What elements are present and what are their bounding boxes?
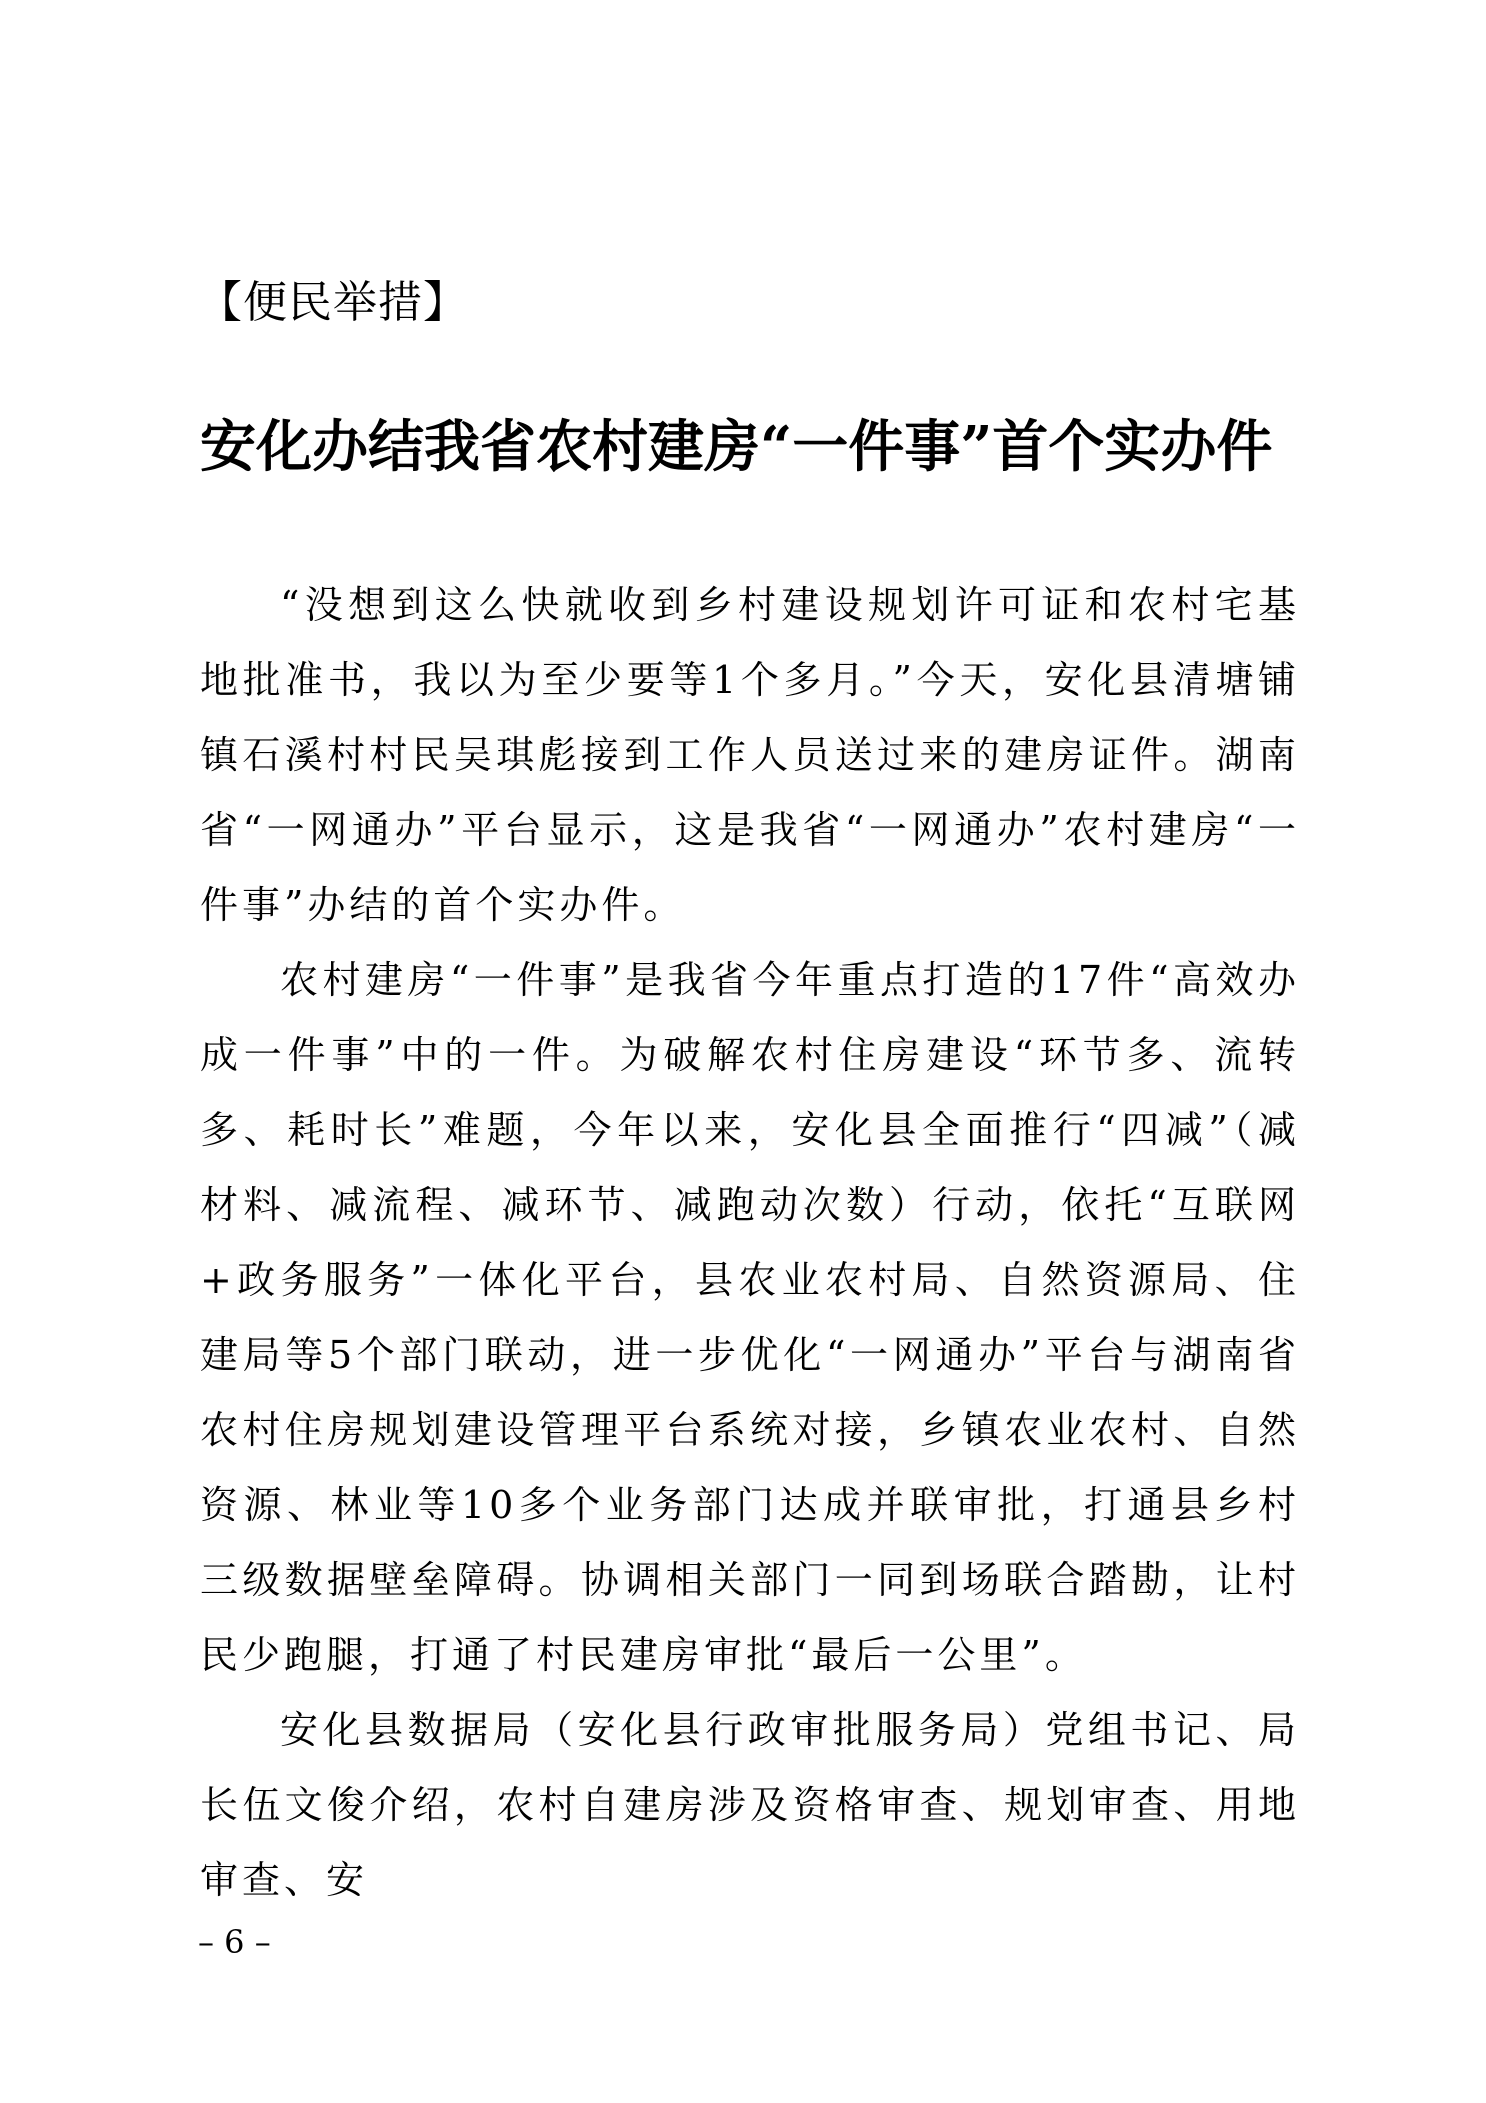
page-number: – 6 – (198, 1923, 271, 1961)
body-paragraph-3: 安化县数据局（安化县行政审批服务局）党组书记、局长伍文俊介绍，农村自建房涉及资格审查、规划审查、用地审查、安 (200, 1708, 1300, 1902)
body-paragraph-2: 农村建房“一件事”是我省今年重点打造的17件“高效办成一件事”中的一件。为破解农村住房建设“环节多、流转多、耗时长”难题，今年以来，安化县全面推行“四减”（减材料、减流程、减环节、减跑动次数）行动，依托“互联网+政务服务”一体化平台，县农业农村局、自然资源局、住建局等5个部门联动，进一步优化“一网通办”平台与湖南省农村住房规划建设管理平台系统对接，乡镇农业农村、自然资源、林业等10多个业务部门达成并联审批，打通县乡村三级数据壁垒障碍。协调相关部门一同到场联合踏勘，让村民少跑腿，打通了村民建房审批“最后一公里”。 (200, 958, 1300, 1677)
article-body (200, 568, 1300, 1918)
section-tag: 【便民举措】 (198, 277, 468, 328)
body-paragraph-1: “没想到这么快就收到乡村建设规划许可证和农村宅基地批准书，我以为至少要等1个多月。”今天，安化县清塘铺镇石溪村村民吴琪彪接到工作人员送过来的建房证件。湖南省“一网通办”平台显示，这是我省“一网通办”农村建房“一件事”办结的首个实办件。 (200, 583, 1300, 927)
article-title: 安化办结我省农村建房“一件事”首个实办件 (200, 414, 1273, 480)
